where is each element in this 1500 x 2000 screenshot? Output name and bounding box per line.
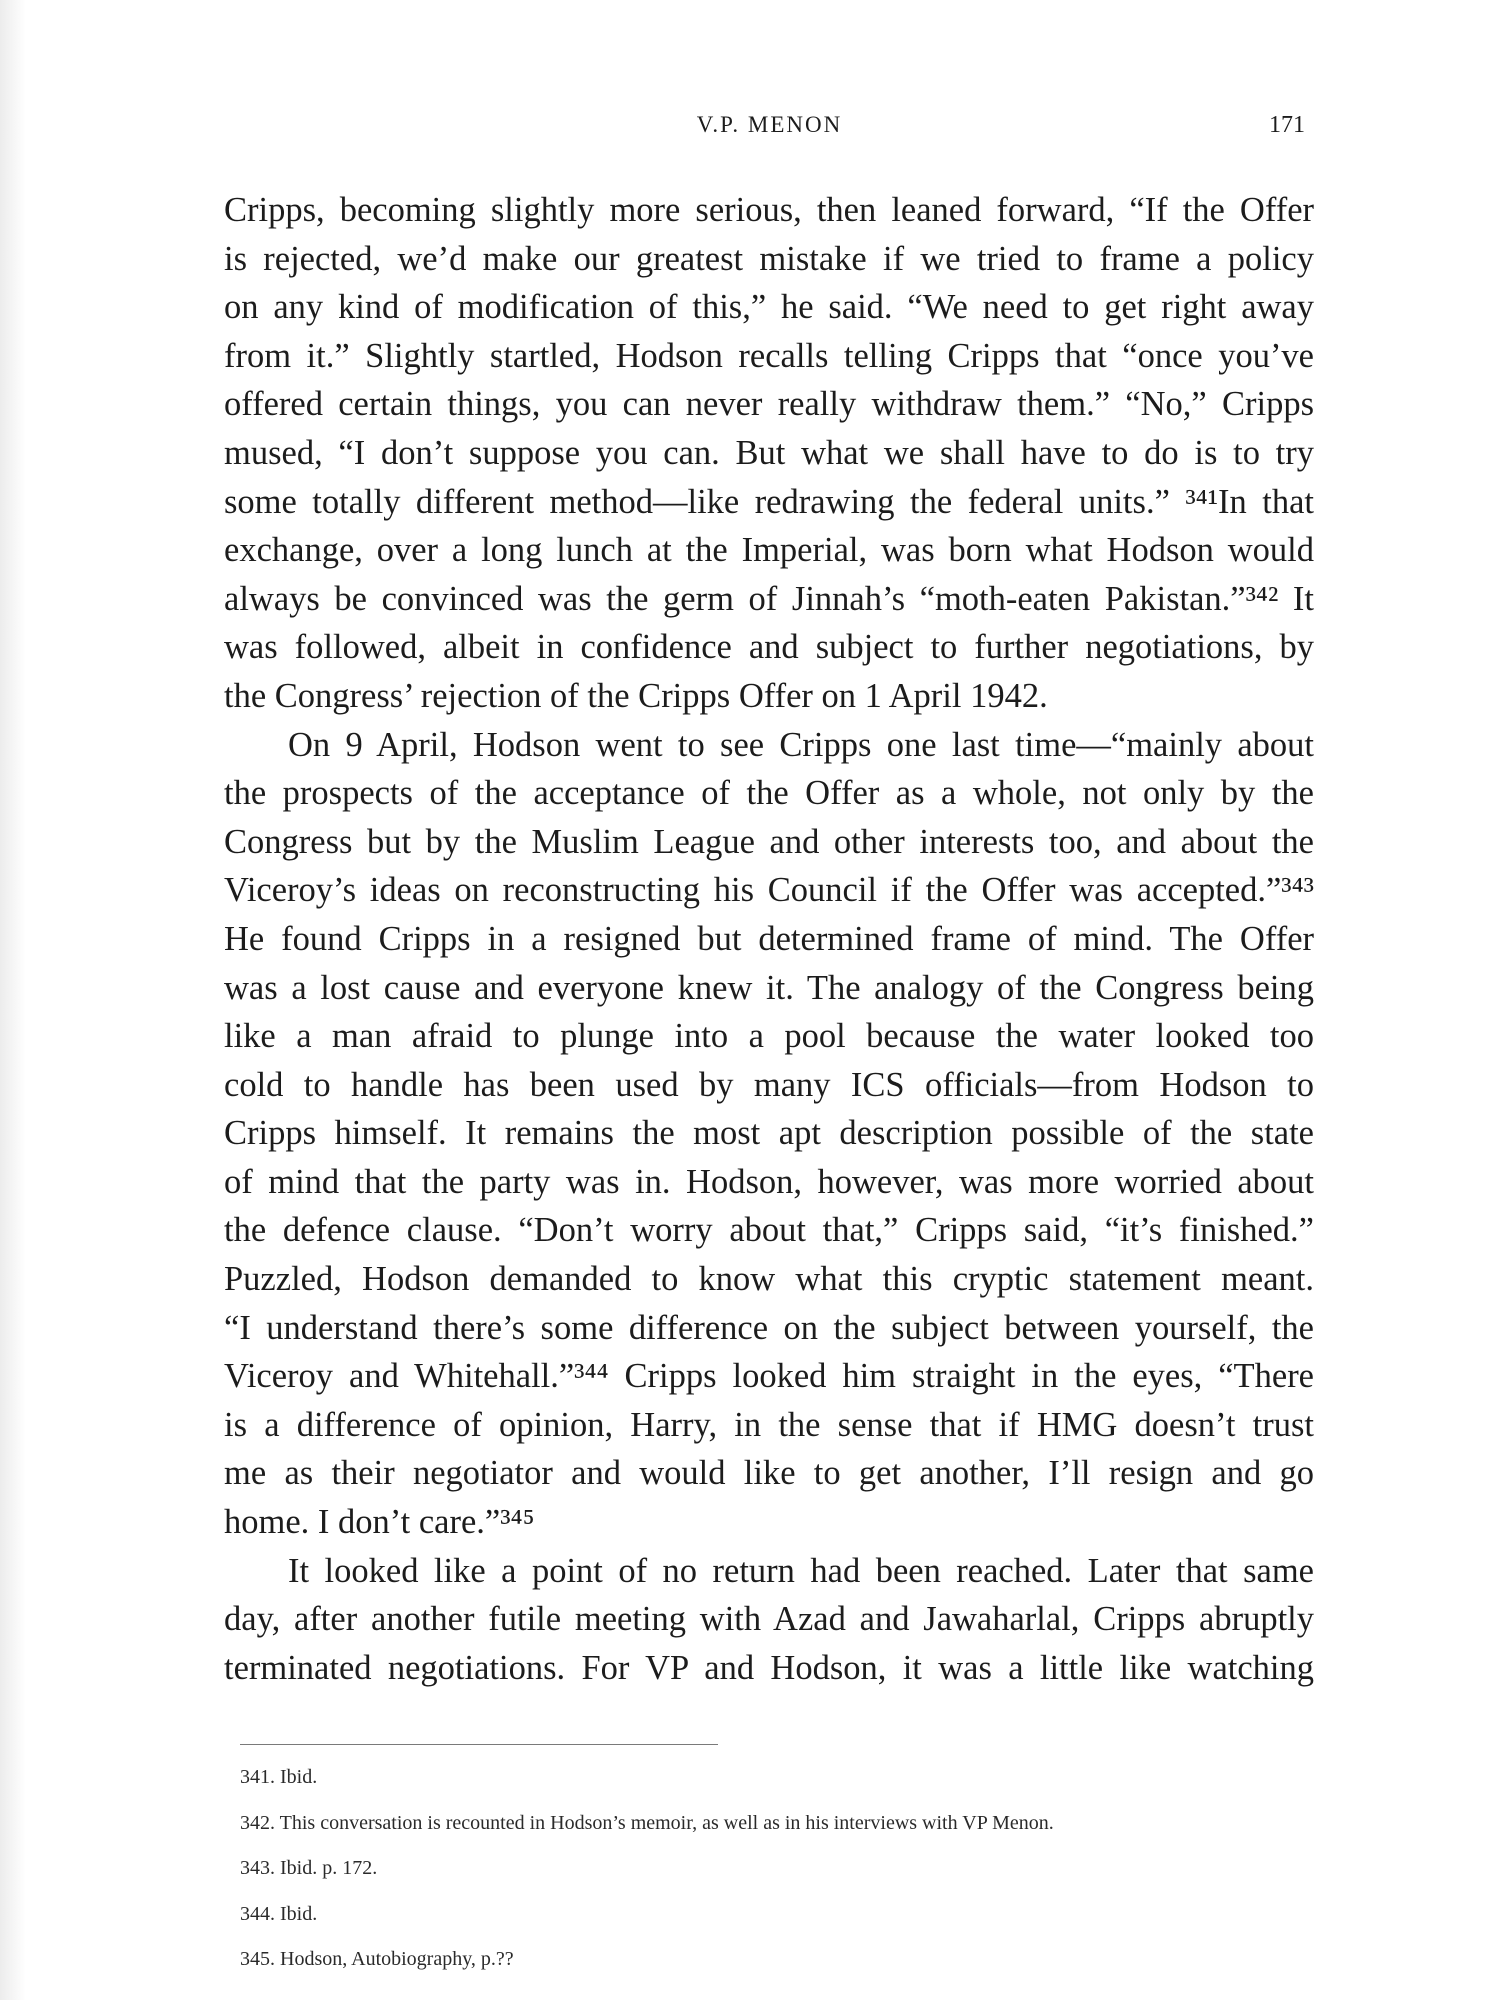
- footnote: 341. Ibid.: [240, 1766, 318, 1788]
- page-number: 171: [1269, 112, 1305, 138]
- body-line: He found Cripps in a resigned but determined frame of mind. The Offer: [224, 919, 1314, 958]
- body-line: Viceroy and Whitehall.”³⁴⁴ Cripps looked him straight in the eyes, “There: [224, 1357, 1314, 1396]
- body-line: exchange, over a long lunch at the Imperial, was born what Hodson would: [224, 531, 1314, 570]
- paragraph-first-line: It looked like a point of no return had been reached. Later that same: [288, 1551, 1314, 1590]
- body-line: from it.” Slightly startled, Hodson recalls telling Cripps that “once you’ve: [224, 336, 1314, 375]
- body-line: the prospects of the acceptance of the Offer as a whole, not only by the: [224, 774, 1314, 813]
- body-line: was followed, albeit in confidence and subject to further negotiations, by: [224, 628, 1314, 667]
- footnote-rule: [240, 1744, 718, 1745]
- body-line: me as their negotiator and would like to get another, I’ll resign and go: [224, 1454, 1314, 1493]
- footnote: 343. Ibid. p. 172.: [240, 1857, 378, 1879]
- body-line: mused, “I don’t suppose you can. But what we shall have to do is to try: [224, 433, 1314, 472]
- body-text: [224, 186, 1314, 1692]
- body-line: the defence clause. “Don’t worry about that,” Cripps said, “it’s finished.”: [224, 1211, 1314, 1250]
- paragraph-last-line: home. I don’t care.”³⁴⁵: [224, 1503, 535, 1542]
- body-line: Viceroy’s ideas on reconstructing his Council if the Offer was accepted.”³⁴³: [224, 871, 1314, 910]
- body-line: is a difference of opinion, Harry, in the sense that if HMG doesn’t trust: [224, 1405, 1314, 1444]
- running-head: V.P. MENON: [696, 112, 843, 137]
- body-line: of mind that the party was in. Hodson, however, was more worried about: [224, 1162, 1314, 1201]
- body-line: on any kind of modification of this,” he said. “We need to get right away: [224, 288, 1314, 327]
- body-line: day, after another futile meeting with Azad and Jawaharlal, Cripps abruptly: [224, 1600, 1314, 1639]
- body-line: “I understand there’s some difference on the subject between yourself, the: [224, 1308, 1314, 1347]
- body-line: cold to handle has been used by many ICS officials—from Hodson to: [224, 1065, 1314, 1104]
- footnotes: [240, 1762, 1300, 1990]
- footnote: 345. Hodson, Autobiography, p.??: [240, 1948, 514, 1970]
- body-line: was a lost cause and everyone knew it. The analogy of the Congress being: [224, 968, 1314, 1007]
- footnote: 344. Ibid.: [240, 1902, 318, 1925]
- paragraph-last-line: the Congress’ rejection of the Cripps Offer on 1 April 1942.: [224, 676, 1048, 715]
- body-line: Puzzled, Hodson demanded to know what this cryptic statement meant.: [224, 1260, 1314, 1299]
- paragraph-first-line: On 9 April, Hodson went to see Cripps one last time—“mainly about: [288, 725, 1314, 764]
- body-line: Congress but by the Muslim League and other interests too, and about the: [224, 822, 1314, 861]
- body-line: offered certain things, you can never really withdraw them.” “No,” Cripps: [224, 385, 1314, 424]
- footnote: 342. This conversation is recounted in Hodson’s memoir, as well as in his interviews with VP Menon.: [240, 1811, 1054, 1834]
- page-edge-shadow: [0, 0, 26, 2000]
- body-line: Cripps himself. It remains the most apt description possible of the state: [224, 1114, 1314, 1153]
- body-line: Cripps, becoming slightly more serious, then leaned forward, “If the Offer: [224, 191, 1314, 229]
- body-line: some totally different method—like redrawing the federal units.” ³⁴¹In that: [224, 482, 1314, 521]
- page-header: [226, 112, 1313, 152]
- body-line: is rejected, we’d make our greatest mistake if we tried to frame a policy: [224, 239, 1314, 278]
- body-line: always be convinced was the germ of Jinnah’s “moth-eaten Pakistan.”³⁴² It: [224, 579, 1314, 618]
- body-line: like a man afraid to plunge into a pool because the water looked too: [224, 1017, 1314, 1056]
- body-line: terminated negotiations. For VP and Hodson, it was a little like watching: [224, 1648, 1314, 1687]
